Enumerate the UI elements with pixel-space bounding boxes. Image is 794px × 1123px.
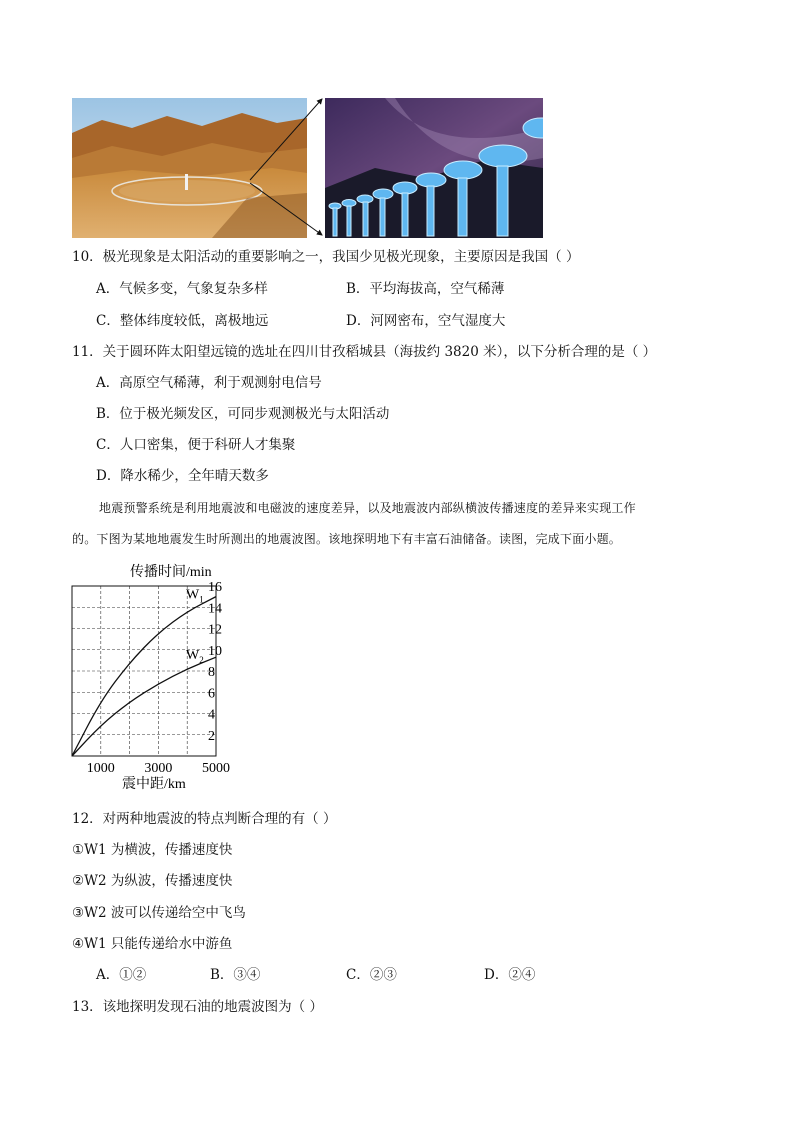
q12-item-1: ①W1 为横波，传播速度快 bbox=[72, 842, 233, 858]
y-tick-label: 12 bbox=[208, 622, 222, 638]
y-tick-label: 10 bbox=[208, 643, 222, 659]
y-tick-label: 2 bbox=[208, 728, 215, 744]
q13-stem: 13．该地探明发现石油的地震波图为（ ） bbox=[72, 999, 323, 1015]
q10-option-a[interactable]: A．气候多变，气象复杂多样 bbox=[96, 281, 268, 297]
seismic-wave-chart bbox=[62, 558, 232, 794]
q12-option-c[interactable]: C．②③ bbox=[346, 967, 397, 983]
series-label-w1: $W_1$ bbox=[186, 587, 204, 605]
q10-option-b[interactable]: B．平均海拔高，空气稀薄 bbox=[346, 281, 505, 297]
q12-item-4: ④W1 只能传递给水中游鱼 bbox=[72, 936, 233, 952]
q11-option-d[interactable]: D．降水稀少，全年晴天数多 bbox=[96, 468, 269, 484]
y-tick-label: 4 bbox=[208, 707, 215, 723]
q12-option-a[interactable]: A．①② bbox=[96, 967, 147, 983]
x-axis-label: 震中距/km bbox=[122, 777, 186, 792]
q10-stem: 10．极光现象是太阳活动的重要影响之一，我国少见极光现象，主要原因是我国（ ） bbox=[72, 249, 580, 265]
q11-option-a[interactable]: A．高原空气稀薄，利于观测射电信号 bbox=[96, 375, 322, 391]
q10-option-c[interactable]: C．整体纬度较低，离极地远 bbox=[96, 313, 269, 329]
series-line-w1 bbox=[72, 597, 216, 756]
y-tick-label: 16 bbox=[208, 580, 222, 595]
series-line-w2 bbox=[72, 657, 216, 756]
radio-dish-night-photo bbox=[325, 98, 543, 238]
y-tick-label: 8 bbox=[208, 665, 215, 680]
q11-option-c[interactable]: C．人口密集，便于科研人才集聚 bbox=[96, 437, 296, 453]
q11-stem: 11．关于圆环阵太阳望远镜的选址在四川甘孜稻城县（海拔约 3820 米），以下分析合理的是（ ） bbox=[72, 344, 657, 360]
q12-stem: 12．对两种地震波的特点判断合理的有（ ） bbox=[72, 811, 337, 827]
q11-option-b[interactable]: B．位于极光频发区，可同步观测极光与太阳活动 bbox=[96, 406, 390, 422]
q12-item-3: ③W2 波可以传递给空中飞鸟 bbox=[72, 905, 246, 921]
q12-item-2: ②W2 为纵波，传播速度快 bbox=[72, 873, 233, 889]
y-tick-label: 6 bbox=[208, 686, 215, 702]
x-tick-label: 1000 bbox=[86, 761, 115, 776]
q10-option-d[interactable]: D．河网密布，空气湿度大 bbox=[346, 313, 506, 329]
connecting-arrows bbox=[240, 95, 330, 240]
passage-line-2: 的。下图为某地地震发生时所测出的地震波图。该地探明地下有丰富石油储备。读图，完成下面小题。 bbox=[72, 532, 622, 546]
q12-option-d[interactable]: D．②④ bbox=[484, 967, 536, 983]
x-tick-label: 3000 bbox=[144, 761, 173, 776]
x-tick-label: 5000 bbox=[202, 761, 230, 776]
y-tick-label: 14 bbox=[208, 601, 222, 617]
series-label-w2: $W_2$ bbox=[186, 648, 204, 666]
y-axis-label: 传播时间/min bbox=[130, 565, 212, 580]
q12-option-b[interactable]: B．③④ bbox=[210, 967, 261, 983]
passage-line-1: 地震预警系统是利用地震波和电磁波的速度差异，以及地震波内部纵横波传播速度的差异来实现工作 bbox=[99, 501, 636, 515]
